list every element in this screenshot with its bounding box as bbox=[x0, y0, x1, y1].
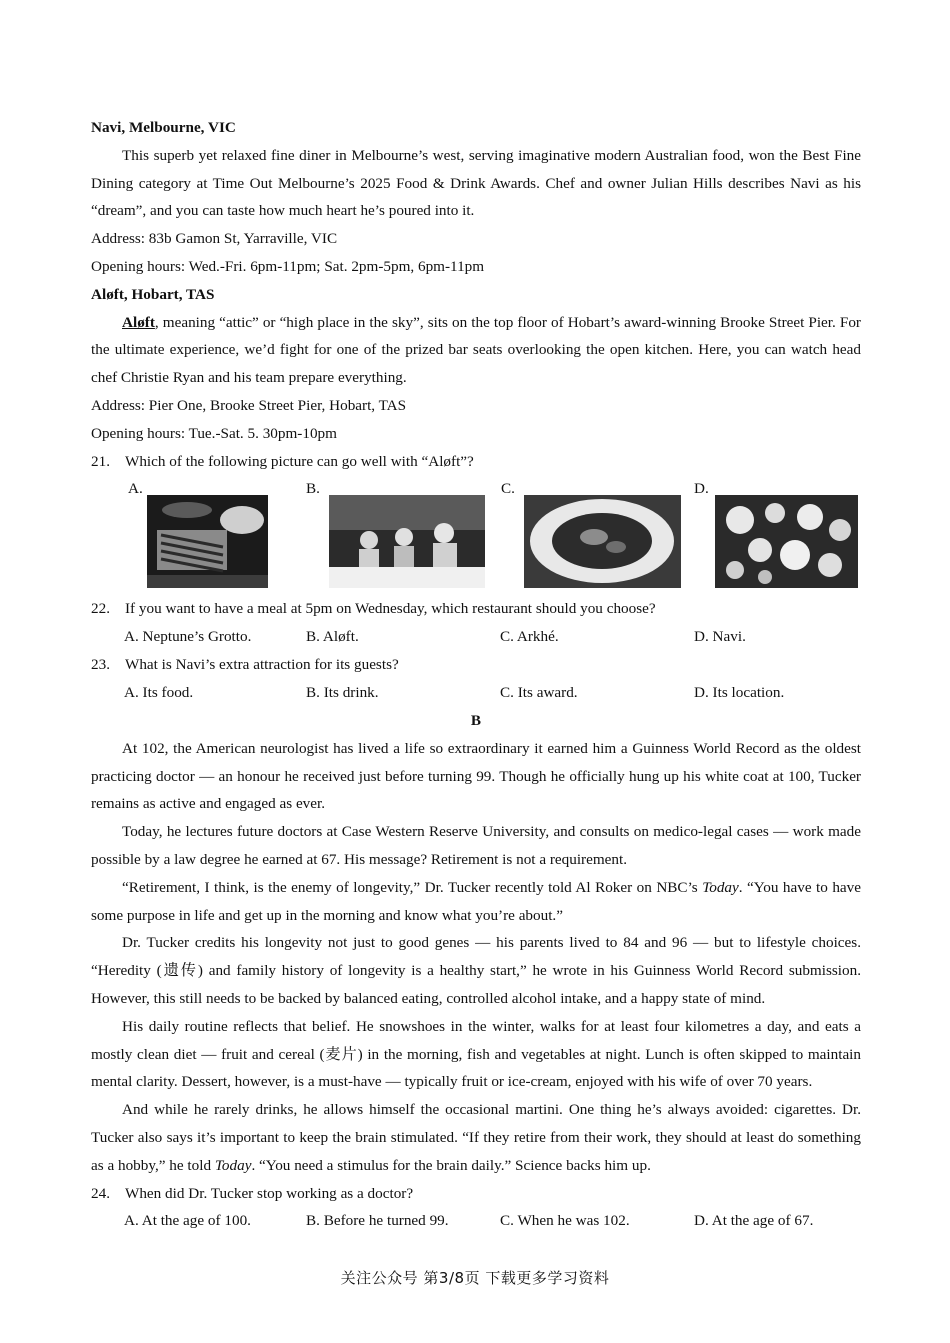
question-22 bbox=[91, 595, 861, 623]
navi-address: Address: 83b Gamon St, Yarraville, VIC bbox=[91, 230, 338, 248]
navi-description: This superb yet relaxed fine diner in Melbourne’s west, serving imaginative modern Australian food, won the Best Fine Dining category at Time Out Melbourne’s 2025 Food & Drink Awards. Chef and owner Julian Hills describes Navi as his “dream”, and you can taste how much heart he’s poured into it. bbox=[91, 146, 861, 220]
passage-b-paragraph-2: Today, he lectures future doctors at Case Western Reserve University, and consults on medico-legal cases — work made possible by a law degree he earned at 67. His message? Retirement is not a requirement. bbox=[91, 823, 861, 868]
option-c: C. Arkhé. bbox=[500, 628, 559, 646]
option-a: A. At the age of 100. bbox=[124, 1212, 251, 1230]
passage-b-paragraph-3 bbox=[91, 874, 861, 930]
question-number: 21. bbox=[91, 452, 110, 470]
p3-before: “Retirement, I think, is the enemy of longevity,” Dr. Tucker recently told Al Roker on NBC’s bbox=[122, 878, 703, 896]
passage-b-paragraph-6 bbox=[91, 1096, 861, 1179]
question-21 bbox=[91, 448, 861, 476]
question-24 bbox=[91, 1180, 861, 1208]
option-a: A. Its food. bbox=[124, 683, 194, 701]
navi-heading: Navi, Melbourne, VIC bbox=[91, 119, 236, 136]
p6-after: . “You need a stimulus for the brain daily.” Science backs him up. bbox=[251, 1156, 651, 1174]
aloft-description-text: , meaning “attic” or “high place in the sky”, sits on the top floor of Hobart’s award-winning Brooke Street Pier. For the ultimate experience, we’d fight for one of the prized bar seats overlooking the open kitchen. Here, you can watch head chef Christie Ryan and his team prepare everything. bbox=[91, 313, 861, 387]
option-d: D. Its location. bbox=[694, 683, 785, 701]
passage-b-paragraph-5: His daily routine reflects that belief. He snowshoes in the winter, walks for at least four kilometres a day, and eats a mostly clean diet — fruit and cereal (麦片) in the morning, fish and vegetables at night. Lunch is often skipped to maintain mental clarity. Dessert, however, is a must-have — typically fruit or ice-cream, enjoyed with his wife of over 70 years. bbox=[91, 1017, 861, 1091]
question-number: 22. bbox=[91, 600, 110, 618]
p6-before: And while he rarely drinks, he allows himself the occasional martini. One thing he’s always avoided: cigarettes. Dr. Tucker also says it’s important to keep the brain stimulated. “If they retire from their work, they should at least do something as a hobby,” he told bbox=[91, 1101, 861, 1174]
option-c: C. Its award. bbox=[500, 683, 578, 701]
options-24 bbox=[124, 1207, 861, 1235]
question-text: What is Navi’s extra attraction for its guests? bbox=[125, 656, 399, 674]
option-a-label: A. bbox=[128, 480, 143, 498]
picture-d-table-plates bbox=[715, 495, 858, 588]
question-text: If you want to have a meal at 5pm on Wednesday, which restaurant should you choose? bbox=[125, 600, 656, 618]
question-23 bbox=[91, 651, 861, 679]
show-title: Today bbox=[214, 1156, 252, 1174]
passage-b-paragraph-1: At 102, the American neurologist has lived a life so extraordinary it earned him a Guinness World Record as the oldest practicing doctor — an honour he received just before turning 99. Though he officially hung up his white coat at 100, Tucker remains as active and engaged as ever. bbox=[91, 739, 861, 813]
section-b-label: B bbox=[470, 711, 482, 729]
page-footer: 关注公众号 第3/8页 下载更多学习资料 bbox=[340, 1269, 610, 1287]
option-b: B. Before he turned 99. bbox=[306, 1212, 449, 1230]
navi-hours: Opening hours: Wed.-Fri. 6pm-11pm; Sat. 2pm-5pm, 6pm-11pm bbox=[91, 257, 485, 275]
question-text: When did Dr. Tucker stop working as a doctor? bbox=[125, 1184, 414, 1202]
picture-c-plated-dish bbox=[524, 495, 681, 588]
passage-b-paragraph-4: Dr. Tucker credits his longevity not just to good genes — his parents lived to 84 and 96 — but to lifestyle choices. “Heredity (遗传) and family history of longevity is a healthy start,” he wrote in his Guinness World Record submission. However, this still needs to be backed by balanced eating, controlled alcohol intake, and a happy state of mind. bbox=[91, 934, 861, 1007]
options-22 bbox=[124, 623, 861, 651]
option-c-label: C. bbox=[501, 480, 515, 498]
option-b: B. Aløft. bbox=[306, 628, 359, 646]
question-number: 24. bbox=[91, 1184, 110, 1202]
aloft-address: Address: Pier One, Brooke Street Pier, Hobart, TAS bbox=[91, 396, 407, 414]
aloft-description bbox=[91, 309, 861, 392]
option-b-label: B. bbox=[306, 480, 320, 498]
question-number: 23. bbox=[91, 656, 110, 674]
picture-a-grill bbox=[147, 495, 268, 588]
aloft-name: Aløft bbox=[122, 313, 155, 331]
option-a: A. Neptune’s Grotto. bbox=[124, 628, 252, 646]
question-text: Which of the following picture can go well with “Aløft”? bbox=[125, 452, 474, 470]
aloft-heading: Aløft, Hobart, TAS bbox=[91, 285, 215, 303]
option-d: D. Navi. bbox=[694, 628, 746, 646]
picture-b-diners bbox=[329, 495, 485, 588]
options-23 bbox=[124, 679, 861, 707]
show-title: Today bbox=[702, 878, 739, 896]
option-c: C. When he was 102. bbox=[500, 1212, 630, 1230]
p3-after: . “You have to have some purpose in life and get up in the morning and know what you’re about.” bbox=[91, 878, 861, 924]
aloft-hours: Opening hours: Tue.-Sat. 5. 30pm-10pm bbox=[91, 424, 337, 442]
option-d-label: D. bbox=[694, 480, 709, 498]
option-b: B. Its drink. bbox=[306, 683, 379, 701]
picture-options bbox=[91, 475, 861, 595]
page-content bbox=[91, 114, 861, 1235]
option-d: D. At the age of 67. bbox=[694, 1212, 814, 1230]
